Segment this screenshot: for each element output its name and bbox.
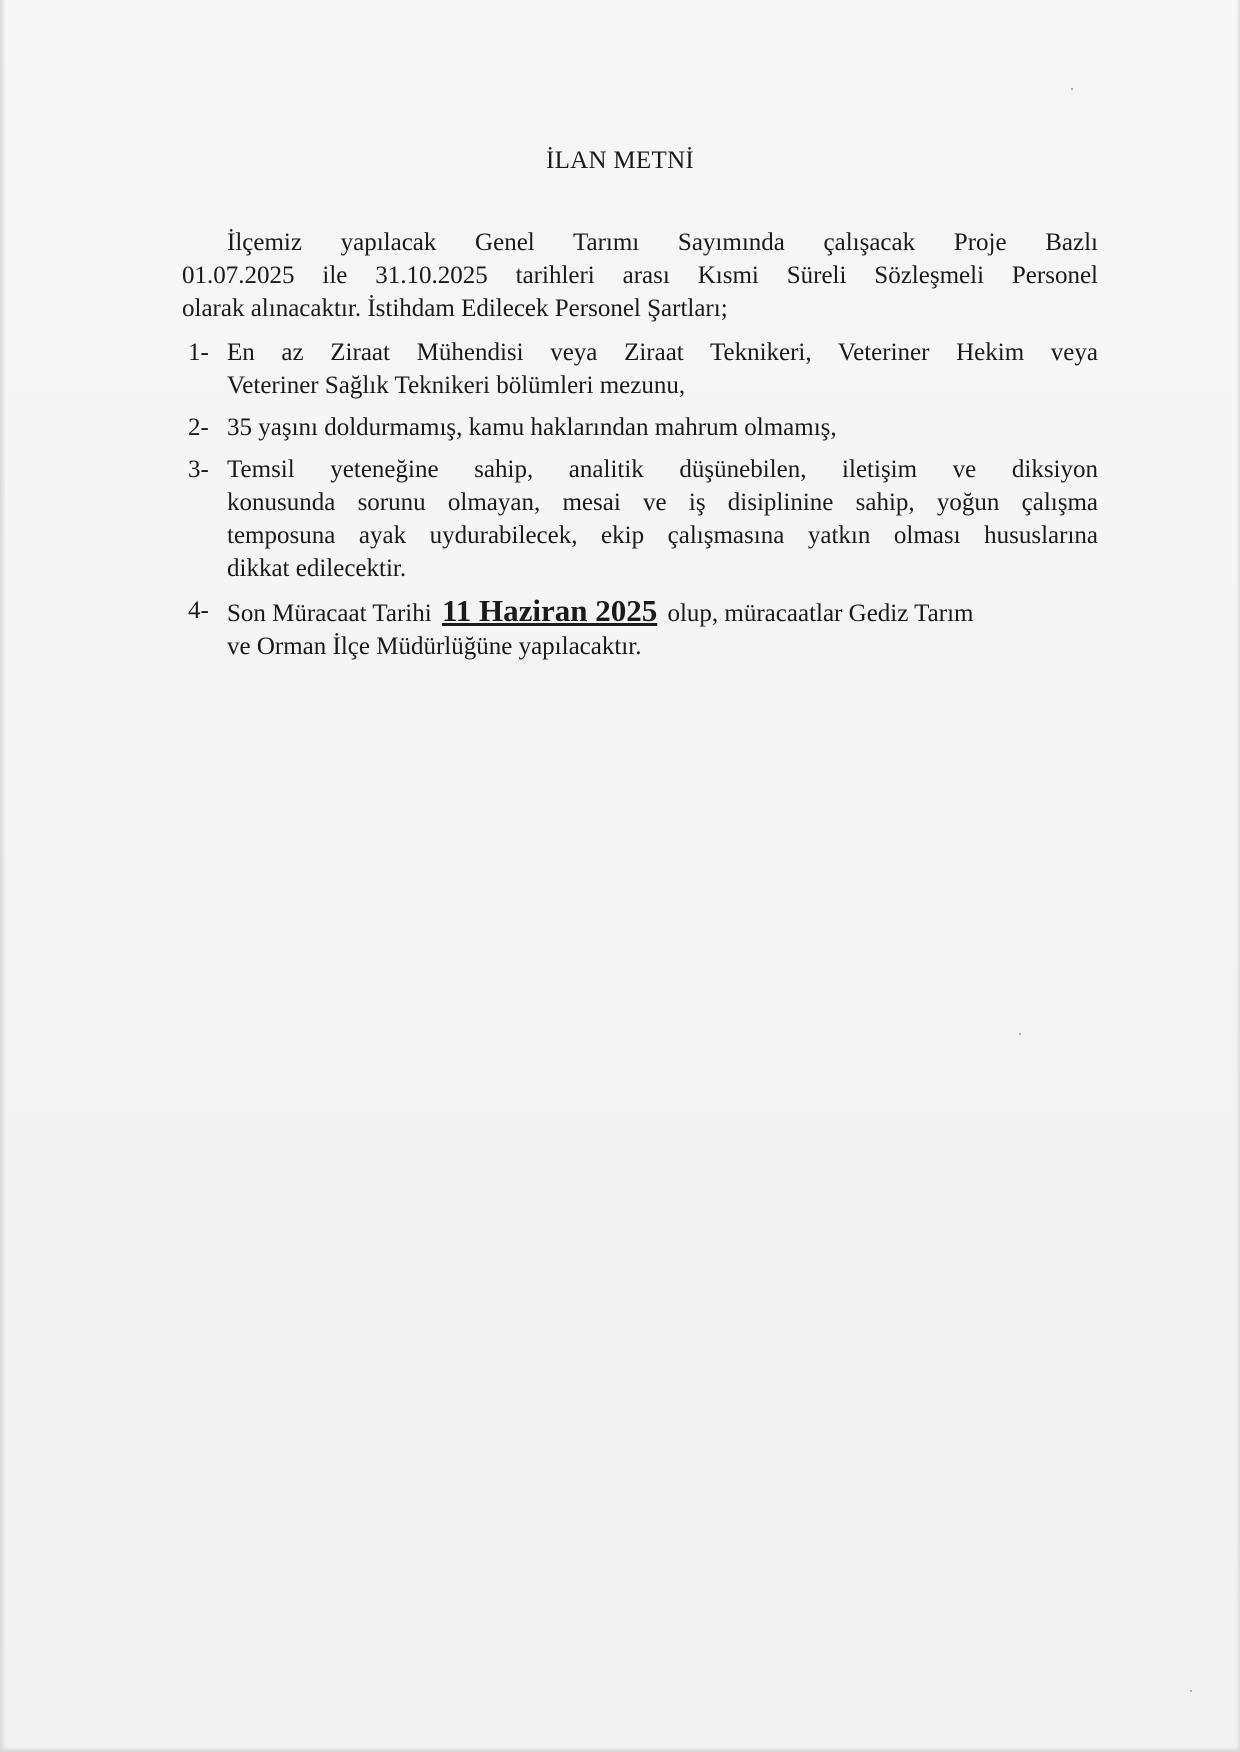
intro-line-3: olarak alınacaktır. İstihdam Edilecek Personel Şartları;: [182, 295, 728, 322]
list-item-number: 1-: [188, 339, 209, 366]
list-item-line: Temsil yeteneğine sahip, analitik düşünebilen, iletişim ve diksiyon: [227, 456, 1098, 483]
list-item-line: En az Ziraat Mühendisi veya Ziraat Teknikeri, Veteriner Hekim veya: [227, 339, 1098, 366]
list-item-number: 3-: [188, 456, 209, 483]
list-item-line: 35 yaşını doldurmamış, kamu haklarından mahrum olmamış,: [227, 414, 837, 441]
intro-paragraph: [182, 226, 1098, 325]
document-title: İLAN METNİ: [545, 147, 695, 174]
scan-right-edge: [1236, 0, 1240, 1752]
list-item-line: ve Orman İlçe Müdürlüğüne yapılacaktır.: [227, 633, 642, 660]
deadline-prefix: Son Müracaat Tarihi: [227, 600, 432, 627]
list-item-number: 4-: [188, 597, 209, 624]
intro-line-1: İlçemiz yapılacak Genel Tarımı Sayımında çalışacak Proje Bazlı: [227, 229, 1098, 256]
scan-speck: [1071, 88, 1073, 90]
deadline-date: 11 Haziran 2025: [441, 593, 658, 628]
list-item-2: [182, 411, 1098, 444]
list-item-3: [182, 453, 1098, 585]
list-item-line: Veteriner Sağlık Teknikeri bölümleri mezunu,: [227, 372, 686, 399]
list-item-number: 2-: [188, 414, 209, 441]
list-item-line: dikkat edilecektir.: [227, 555, 407, 582]
list-item-line: [227, 594, 1098, 630]
scan-left-edge: [0, 0, 6, 1752]
intro-line-2: 01.07.2025 ile 31.10.2025 tarihleri arası Kısmi Süreli Sözleşmeli Personel: [182, 262, 1098, 289]
list-item-line: temposuna ayak uydurabilecek, ekip çalışmasına yatkın olması hususlarına: [227, 522, 1098, 549]
document-body: [182, 226, 1098, 672]
list-item-line: konusunda sorunu olmayan, mesai ve iş disiplinine sahip, yoğun çalışma: [227, 489, 1098, 516]
list-item-1: [182, 336, 1098, 402]
list-item-4: [182, 594, 1098, 663]
scan-speck: [1190, 1690, 1192, 1692]
deadline-suffix: olup, müracaatlar Gediz Tarım: [667, 600, 974, 627]
scan-bottom-edge: [0, 1747, 1240, 1752]
scan-speck: [1019, 1033, 1021, 1035]
